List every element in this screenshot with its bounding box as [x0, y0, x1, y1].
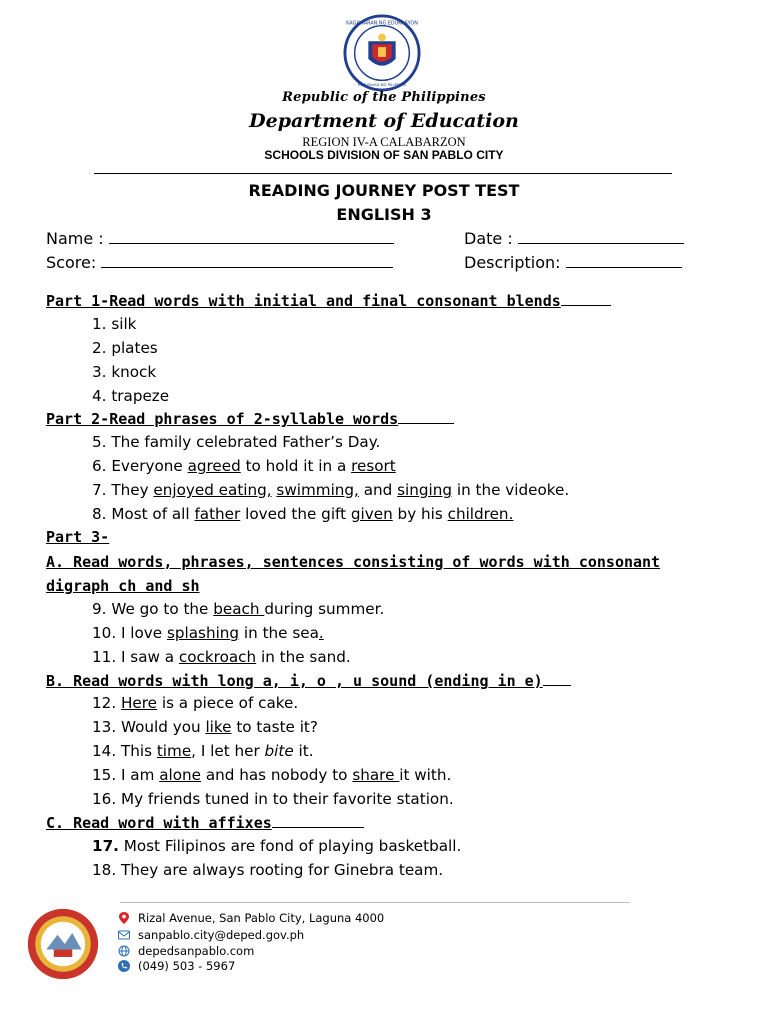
footer-email: sanpablo.city@deped.gov.ph [118, 928, 304, 942]
item-3: 3. knock [92, 363, 157, 381]
item-11: 11. I saw a cockroach in the sand. [92, 648, 351, 666]
phone-icon [118, 960, 130, 972]
footer-divider [120, 902, 630, 903]
item-18: 18. They are always rooting for Ginebra team. [92, 861, 444, 879]
date-blank[interactable] [518, 229, 684, 244]
part3c-heading: C. Read word with affixes [46, 814, 364, 832]
item-8: 8. Most of all father loved the gift given by his children. [92, 505, 514, 523]
description-blank[interactable] [566, 253, 682, 268]
name-label: Name : [46, 229, 104, 248]
division-heading: SCHOOLS DIVISION OF SAN PABLO CITY [264, 148, 504, 162]
item-16: 16. My friends tuned in to their favorite station. [92, 790, 454, 808]
part3b-heading: B. Read words with long a, i, o , u sound (ending in e) [46, 672, 571, 690]
part3a-heading-line1: A. Read words, phrases, sentences consisting of words with consonant [46, 553, 661, 571]
score-label: Score: [46, 253, 97, 272]
item-17: 17. Most Filipinos are fond of playing basketball. [92, 837, 462, 855]
name-field [46, 229, 394, 248]
division-logo [26, 907, 100, 981]
date-label: Date : [464, 229, 513, 248]
item-13: 13. Would you like to taste it? [92, 718, 318, 736]
footer-address: Rizal Avenue, San Pablo City, Laguna 4000 [118, 911, 384, 925]
item-2: 2. plates [92, 339, 158, 357]
footer-phone: (049) 503 - 5967 [118, 959, 235, 973]
part3-heading: Part 3- [46, 528, 110, 546]
name-blank[interactable] [109, 229, 394, 244]
seal-ring-text-top: KAGAWARAN NG EDUKASYON [346, 20, 418, 27]
score-field [46, 253, 393, 272]
department-heading: Department of Education [249, 110, 519, 132]
republic-heading: Republic of the Philippines [282, 90, 486, 105]
seal-ring-text-bottom: REPUBLIKA NG PILIPINAS [357, 82, 407, 88]
item-7: 7. They enjoyed eating, swimming, and singing in the videoke. [92, 481, 570, 499]
item-9: 9. We go to the beach during summer. [92, 600, 385, 618]
header-divider [94, 173, 672, 174]
location-pin-icon [118, 912, 130, 924]
description-field [464, 253, 682, 272]
part3a-heading-line2: digraph ch and sh [46, 577, 200, 595]
item-12: 12. Here is a piece of cake. [92, 694, 299, 712]
item-15: 15. I am alone and has nobody to share it with. [92, 766, 452, 784]
date-field [464, 229, 684, 248]
part2-heading: Part 2-Read phrases of 2-syllable words [46, 410, 454, 428]
footer-website: depedsanpablo.com [118, 944, 254, 958]
item-6: 6. Everyone agreed to hold it in a resort [92, 457, 396, 475]
item-1: 1. silk [92, 315, 137, 333]
deped-seal-logo [343, 14, 421, 92]
score-blank[interactable] [101, 253, 393, 268]
item-10: 10. I love splashing in the sea. [92, 624, 324, 642]
globe-icon [118, 945, 130, 957]
subject-title: ENGLISH 3 [336, 205, 432, 224]
item-14: 14. This time, I let her bite it. [92, 742, 314, 760]
description-label: Description: [464, 253, 561, 272]
item-5: 5. The family celebrated Father’s Day. [92, 433, 381, 451]
envelope-icon [118, 929, 130, 941]
region-heading: REGION IV-A CALABARZON [302, 135, 466, 149]
part1-heading: Part 1-Read words with initial and final consonant blends [46, 292, 611, 310]
item-4: 4. trapeze [92, 387, 170, 405]
test-title: READING JOURNEY POST TEST [248, 181, 520, 200]
